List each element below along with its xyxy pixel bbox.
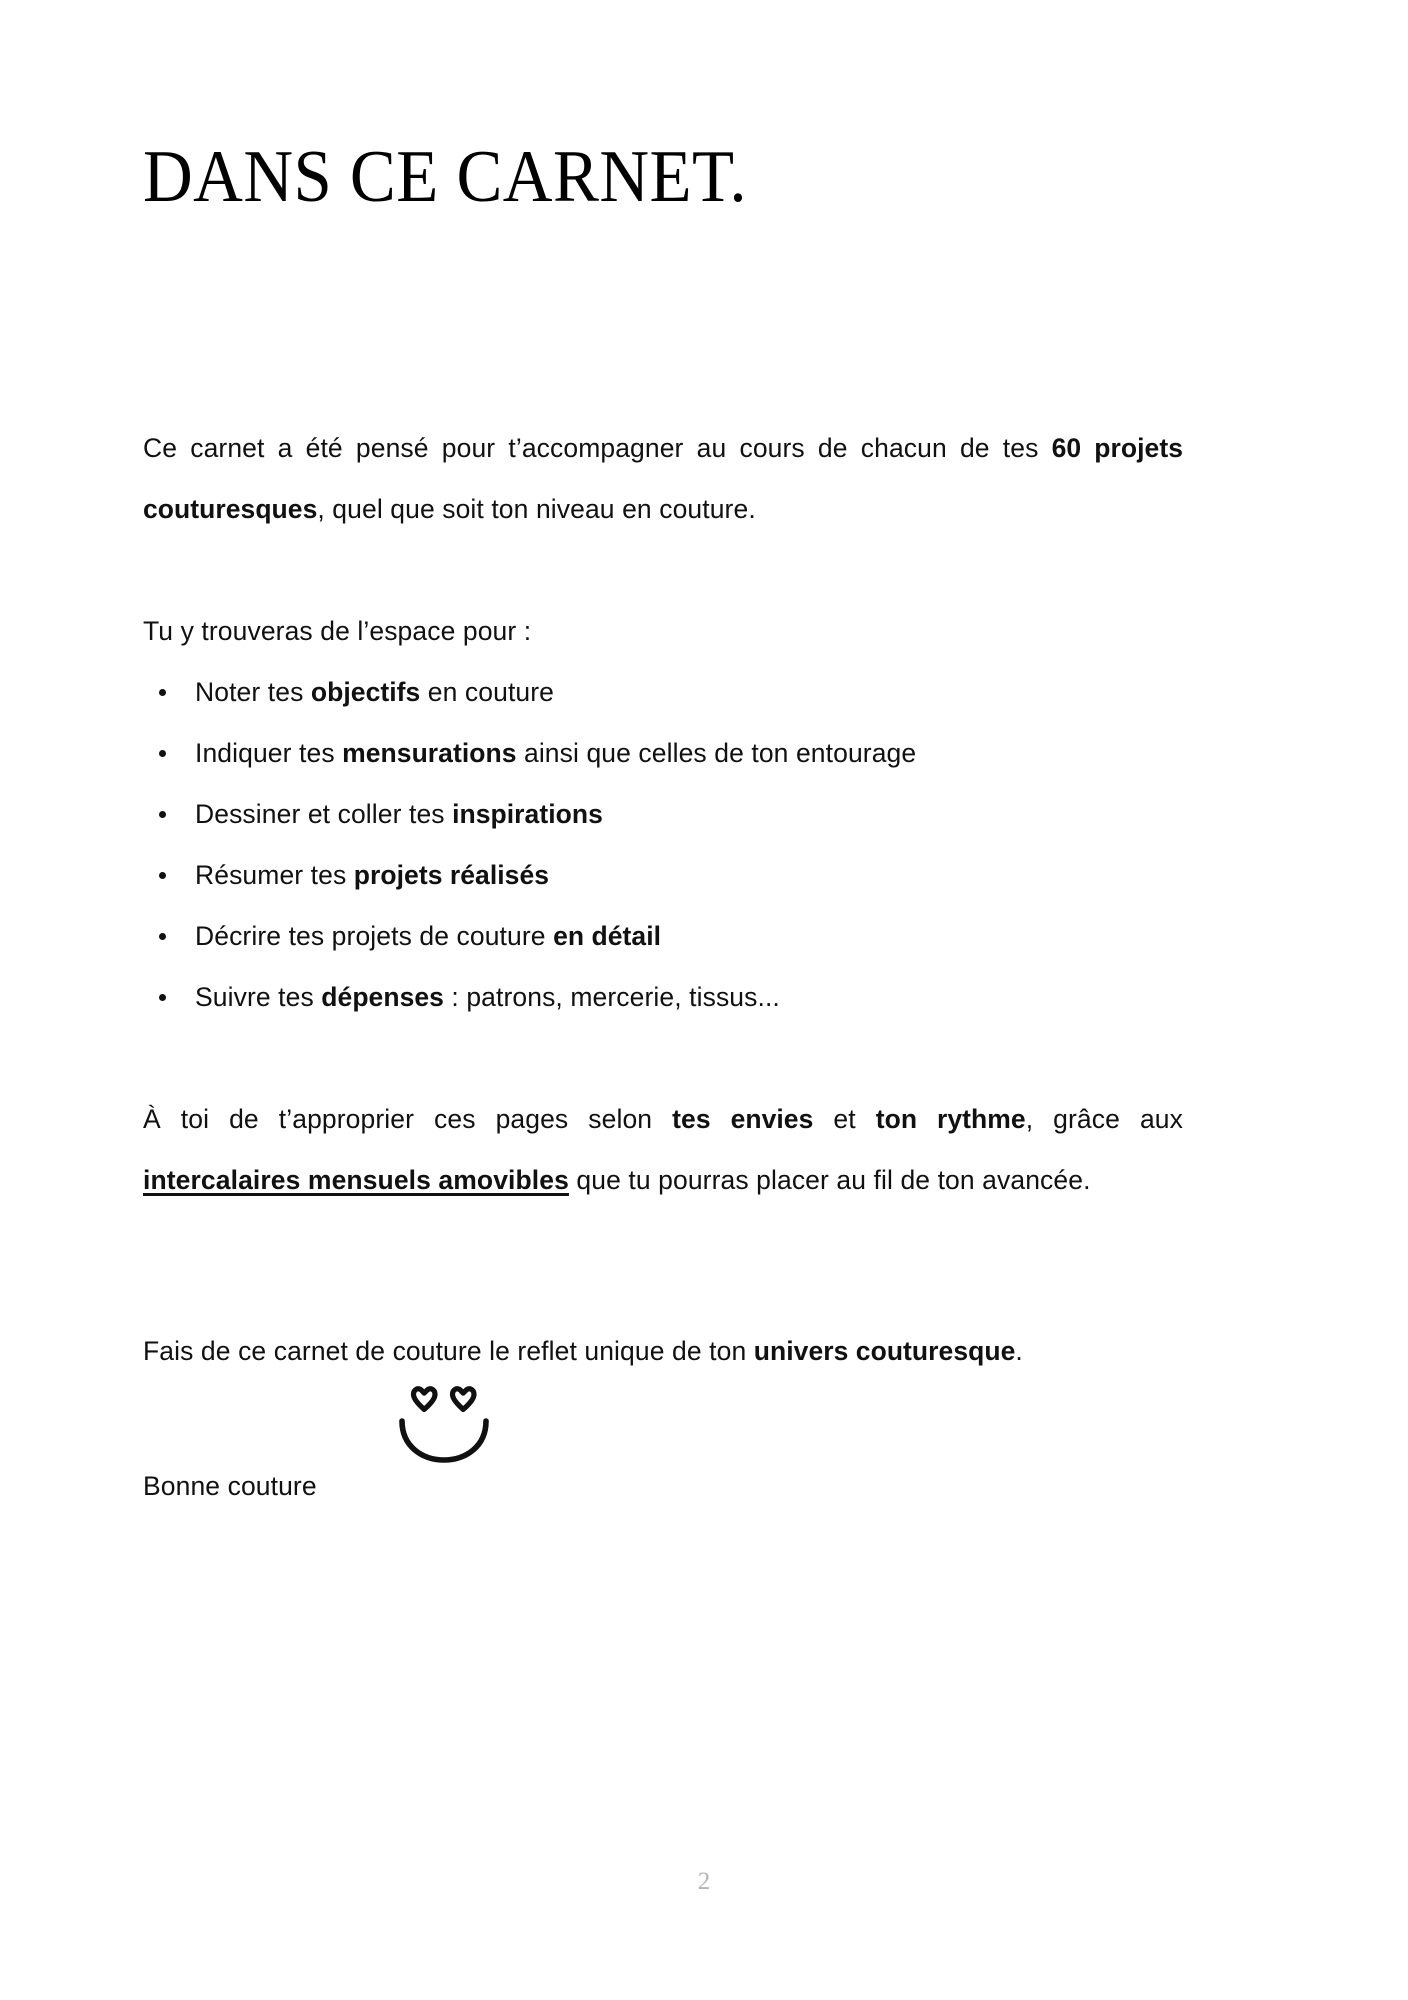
intro-bold-projects: 60 projets couturesques: [143, 433, 1183, 524]
list-item: [143, 723, 1183, 784]
list-lead-in: Tu y trouveras de l’espace pour :: [143, 616, 532, 646]
features-list: [143, 662, 1183, 1028]
list-item-after: : patrons, mercerie, tissus...: [443, 982, 780, 1012]
list-item-after: en couture: [420, 677, 555, 707]
intro-text-part2: , quel que soit ton niveau en couture.: [317, 494, 756, 524]
smiley-heart-eyes-icon: [389, 1364, 499, 1474]
list-item-bold: mensurations: [342, 738, 517, 768]
page-title: DANS CE CARNET.: [143, 136, 748, 218]
appropriation-part4: que tu pourras placer au fil de ton avancée.: [568, 1165, 1091, 1195]
appropriation-underlined-intercalaires: intercalaires mensuels amovibles: [143, 1165, 569, 1195]
list-item-bold: projets réalisés: [353, 860, 550, 890]
list-item-before: Résumer tes: [195, 860, 354, 890]
bullet-dot-icon: [159, 994, 166, 1001]
list-item-before: Dessiner et coller tes: [195, 799, 453, 829]
appropriation-paragraph: [143, 1089, 1183, 1211]
list-item: [143, 784, 1183, 845]
appropriation-part2: et: [813, 1104, 876, 1134]
page-number: 2: [697, 1868, 711, 1895]
appropriation-bold-rythme: ton rythme: [875, 1104, 1026, 1134]
list-item-bold: inspirations: [452, 799, 603, 829]
reflet-part1: Fais de ce carnet de couture le reflet unique de ton: [143, 1336, 754, 1366]
list-item-after: ainsi que celles de ton entourage: [516, 738, 917, 768]
list-item-before: Noter tes: [195, 677, 311, 707]
list-item: [143, 967, 1183, 1028]
list-item-bold: en détail: [553, 921, 662, 951]
list-item: [143, 906, 1183, 967]
list-item-before: Indiquer tes: [195, 738, 343, 768]
list-item: [143, 845, 1183, 906]
list-item-bold: objectifs: [310, 677, 421, 707]
reflet-paragraph: [143, 1321, 1183, 1382]
page-content: [143, 0, 1183, 1517]
intro-text-part1: Ce carnet a été pensé pour t’accompagner au cours de chacun de tes: [143, 433, 1052, 463]
intro-paragraph: [143, 418, 1183, 540]
reflet-bold-univers: univers couturesque: [753, 1336, 1016, 1366]
list-item-bold: dépenses: [321, 982, 444, 1012]
bullet-dot-icon: [159, 689, 166, 696]
list-item-before: Suivre tes: [195, 982, 322, 1012]
list-item: [143, 662, 1183, 723]
appropriation-bold-envies: tes envies: [672, 1104, 814, 1134]
bullet-dot-icon: [159, 750, 166, 757]
list-item-before: Décrire tes projets de couture: [195, 921, 554, 951]
bullet-dot-icon: [159, 811, 166, 818]
closing-line: Bonne couture: [143, 1471, 317, 1501]
bullet-dot-icon: [159, 933, 166, 940]
reflet-part2: .: [1015, 1336, 1023, 1366]
appropriation-part1: À toi de t’approprier ces pages selon: [143, 1104, 673, 1134]
bullet-dot-icon: [159, 872, 166, 879]
appropriation-part3: , grâce aux: [1025, 1104, 1183, 1134]
